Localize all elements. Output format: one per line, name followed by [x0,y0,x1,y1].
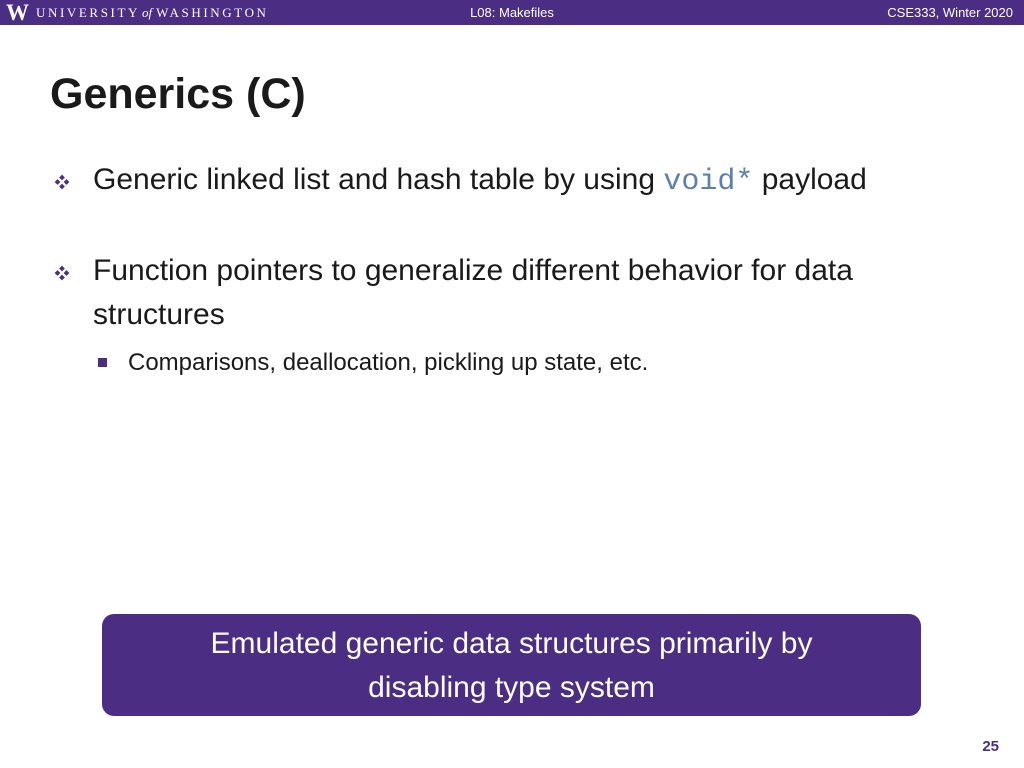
wordmark-university: UNIVERSITY [36,5,140,20]
header-bar [0,0,1024,25]
bullet-function-pointers-line1: Function pointers to generalize different behavior for data [93,254,853,287]
code-void-pointer: void* [663,165,754,199]
lecture-title: L08: Makefiles [470,5,554,20]
diamond-bullet-icon [54,174,70,190]
callout-line1: Emulated generic data structures primarily by [210,627,813,660]
course-label: CSE333, Winter 2020 [887,5,1013,20]
wordmark-washington: WASHINGTON [156,5,269,20]
uw-w-logo-icon: W [6,0,29,25]
slide-title: Generics (C) [50,70,306,118]
bullet-function-pointers-line2: structures [93,298,225,331]
diamond-bullet-icon [54,265,70,281]
callout-line2: disabling type system [368,671,655,704]
bullet-generic-list [93,158,867,204]
sub-bullet-comparisons: Comparisons, deallocation, pickling up state, etc. [128,349,649,376]
page-number: 25 [982,738,999,755]
callout-box [102,614,921,716]
wordmark-of: of [142,5,153,20]
bullet-1-text-after: payload [753,163,867,196]
square-bullet-icon [98,358,107,367]
bullet-1-text: Generic linked list and hash table by using [93,163,664,196]
